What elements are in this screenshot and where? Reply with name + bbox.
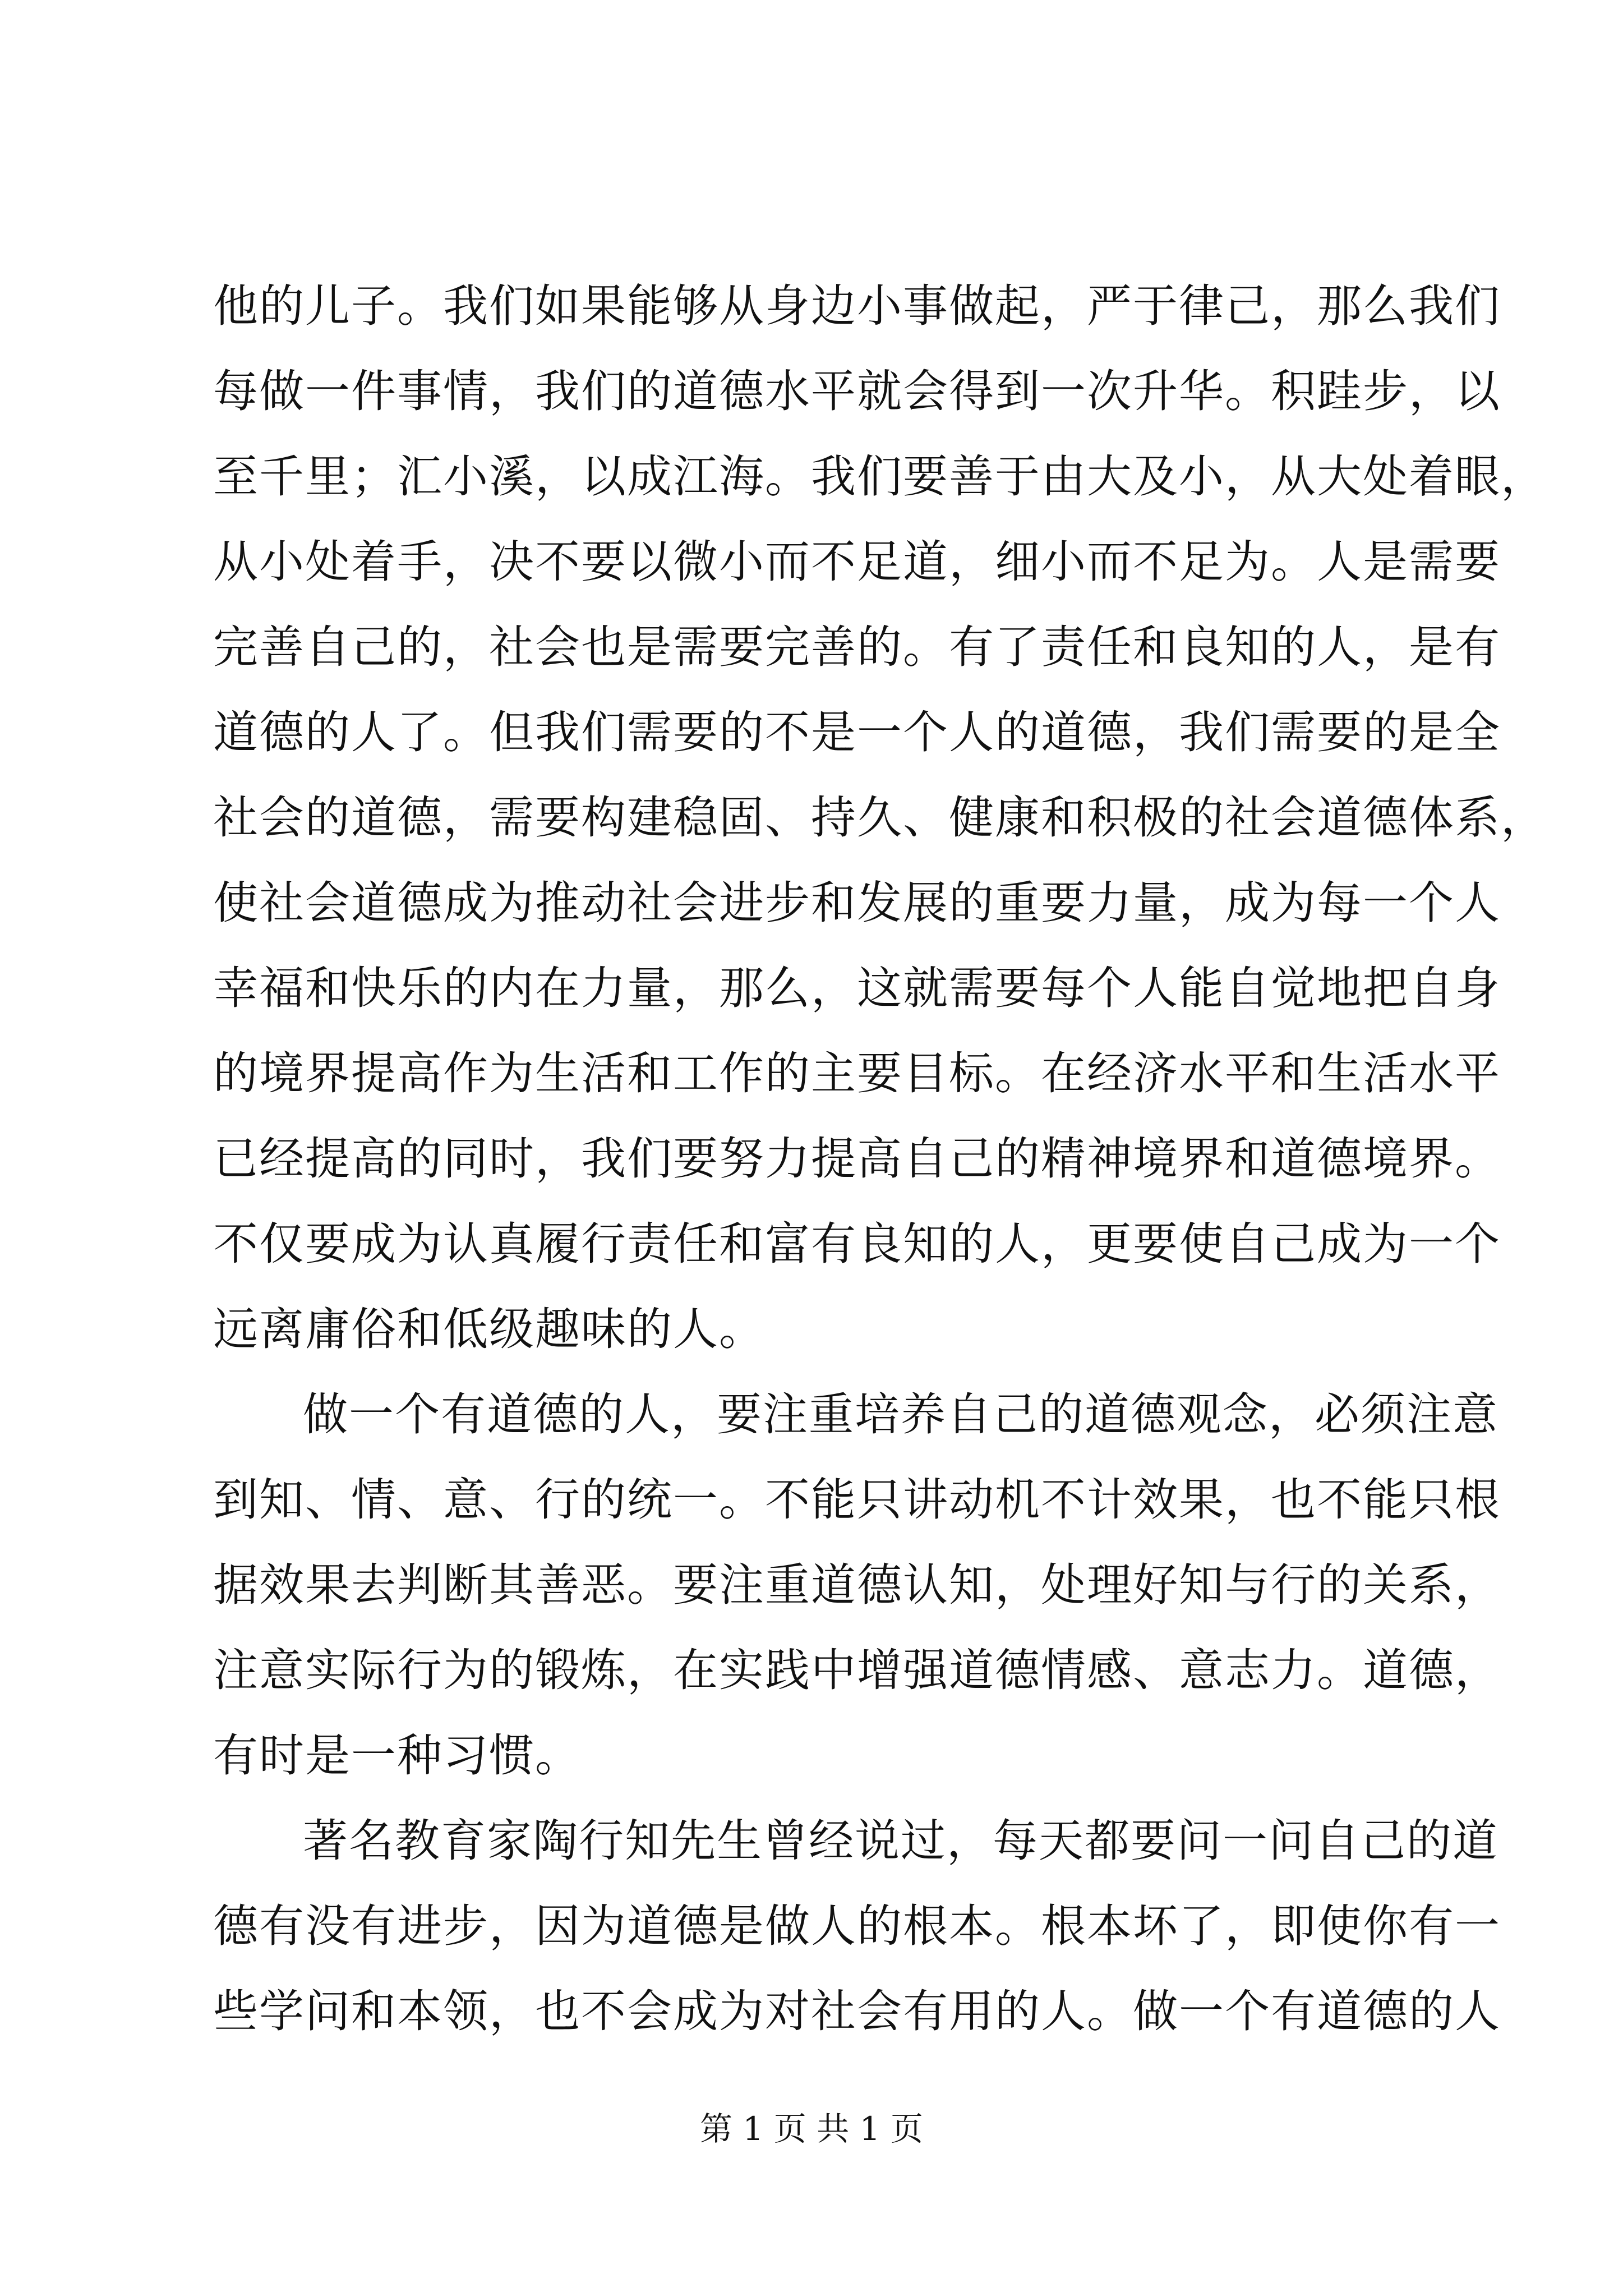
text-line: 道德的人了。但我们需要的不是一个人的道德，我们需要的是全 <box>213 706 1501 758</box>
text-line: 使社会道德成为推动社会进步和发展的重要力量，成为每一个人 <box>213 877 1501 929</box>
text-line: 已经提高的同时，我们要努力提高自己的精神境界和道德境界。 <box>213 1133 1501 1185</box>
text-line: 到知、情、意、行的统一。不能只讲动机不计效果，也不能只根 <box>213 1474 1501 1526</box>
text-line: 著名教育家陶行知先生曾经说过，每天都要问一问自己的道 <box>303 1815 1498 1867</box>
text-line: 注意实际行为的锻炼，在实践中增强道德情感、意志力。道德， <box>213 1644 1501 1696</box>
text-line: 他的儿子。我们如果能够从身边小事做起，严于律己，那么我们 <box>213 280 1501 332</box>
text-line: 远离庸俗和低级趣味的人。 <box>213 1303 765 1355</box>
text-line: 德有没有进步，因为道德是做人的根本。根本坏了，即使你有一 <box>213 1900 1501 1952</box>
text-line: 至千里；汇小溪，以成江海。我们要善于由大及小，从大处着眼， <box>213 450 1547 503</box>
text-line: 的境界提高作为生活和工作的主要目标。在经济水平和生活水平 <box>213 1047 1501 1099</box>
text-line: 社会的道德，需要构建稳固、持久、健康和积极的社会道德体系， <box>213 792 1547 844</box>
text-line: 完善自己的，社会也是需要完善的。有了责任和良知的人，是有 <box>213 621 1501 673</box>
text-line: 从小处着手，决不要以微小而不足道，细小而不足为。人是需要 <box>213 536 1501 588</box>
page-number-label: 第 1 页 共 1 页 <box>700 2110 923 2148</box>
text-line: 据效果去判断其善恶。要注重道德认知，处理好知与行的关系， <box>213 1559 1501 1611</box>
text-line: 不仅要成为认真履行责任和富有良知的人，更要使自己成为一个 <box>213 1218 1501 1270</box>
body-text <box>213 264 1547 2054</box>
text-line: 有时是一种习惯。 <box>213 1729 581 1782</box>
text-line: 些学问和本领，也不会成为对社会有用的人。做一个有道德的人 <box>213 1985 1501 2037</box>
text-line: 幸福和快乐的内在力量，那么，这就需要每个人能自觉地把自身 <box>213 962 1501 1014</box>
text-line: 每做一件事情，我们的道德水平就会得到一次升华。积跬步，以 <box>213 365 1501 417</box>
page-footer <box>0 2106 1623 2151</box>
text-line: 做一个有道德的人，要注重培养自己的道德观念，必须注意 <box>303 1388 1498 1441</box>
